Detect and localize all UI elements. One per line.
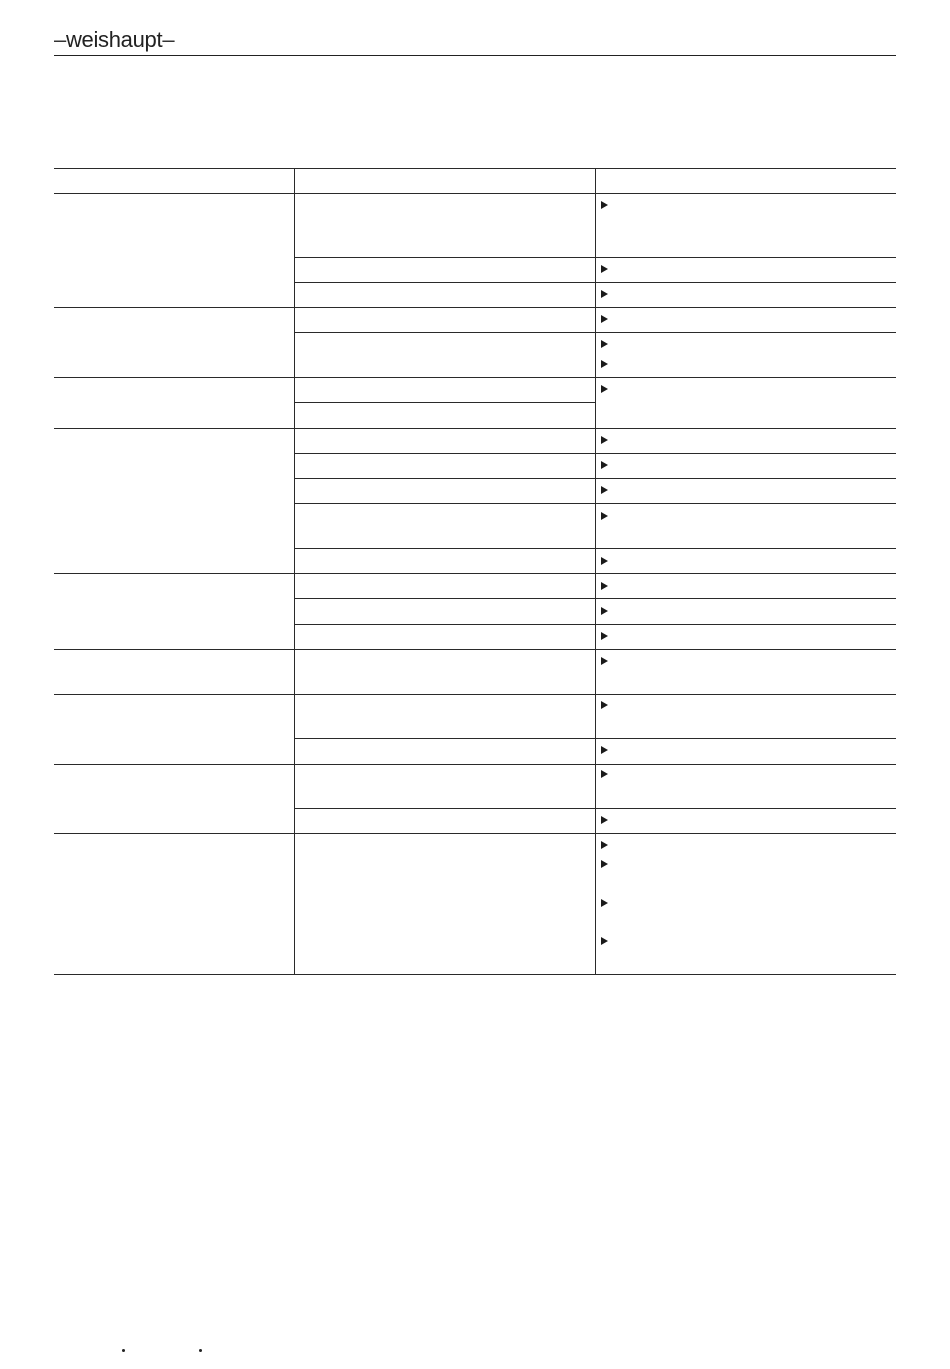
bullet-arrow-icon	[601, 461, 608, 469]
bullet-arrow-icon	[601, 860, 608, 868]
bullet-arrow-icon	[601, 385, 608, 393]
bullet-arrow-icon	[601, 201, 608, 209]
bullet-arrow-icon	[601, 360, 608, 368]
bullet-arrow-icon	[601, 315, 608, 323]
group-divider	[54, 694, 896, 695]
subrow-divider	[294, 257, 896, 258]
table-top-border	[54, 168, 896, 169]
subrow-divider	[294, 738, 896, 739]
group-divider	[54, 649, 896, 650]
subrow-divider	[294, 808, 896, 809]
footer-dot	[122, 1349, 125, 1352]
bullet-arrow-icon	[601, 582, 608, 590]
bullet-arrow-icon	[601, 657, 608, 665]
bullet-arrow-icon	[601, 816, 608, 824]
bullet-arrow-icon	[601, 746, 608, 754]
bullet-arrow-icon	[601, 841, 608, 849]
column-divider-2	[595, 168, 596, 974]
bullet-arrow-icon	[601, 340, 608, 348]
subrow-divider	[294, 332, 896, 333]
logo-dash-right: –	[162, 27, 175, 52]
group-divider	[54, 833, 896, 834]
header-bottom-border	[54, 193, 896, 194]
bullet-arrow-icon	[601, 770, 608, 778]
group-divider	[54, 764, 896, 765]
subrow-divider	[294, 624, 896, 625]
group-divider	[54, 573, 896, 574]
logo-dash-left: –	[54, 27, 66, 52]
subrow-divider	[294, 503, 896, 504]
bullet-arrow-icon	[601, 899, 608, 907]
bullet-arrow-icon	[601, 557, 608, 565]
subrow-divider	[294, 478, 896, 479]
subrow-divider	[294, 598, 896, 599]
bullet-arrow-icon	[601, 632, 608, 640]
group-divider	[54, 974, 896, 975]
subrow-divider	[294, 402, 595, 403]
footer-dot	[199, 1349, 202, 1352]
bullet-arrow-icon	[601, 436, 608, 444]
subrow-divider	[294, 548, 896, 549]
group-divider	[54, 377, 896, 378]
column-divider-1	[294, 168, 295, 974]
logo-text: weishaupt	[65, 27, 163, 52]
bullet-arrow-icon	[601, 290, 608, 298]
subrow-divider	[294, 282, 896, 283]
weishaupt-logo	[54, 27, 174, 53]
subrow-divider	[294, 453, 896, 454]
bullet-arrow-icon	[601, 265, 608, 273]
bullet-arrow-icon	[601, 937, 608, 945]
bullet-arrow-icon	[601, 512, 608, 520]
bullet-arrow-icon	[601, 701, 608, 709]
bullet-arrow-icon	[601, 607, 608, 615]
group-divider	[54, 428, 896, 429]
page-header	[54, 26, 896, 56]
bullet-arrow-icon	[601, 486, 608, 494]
group-divider	[54, 307, 896, 308]
